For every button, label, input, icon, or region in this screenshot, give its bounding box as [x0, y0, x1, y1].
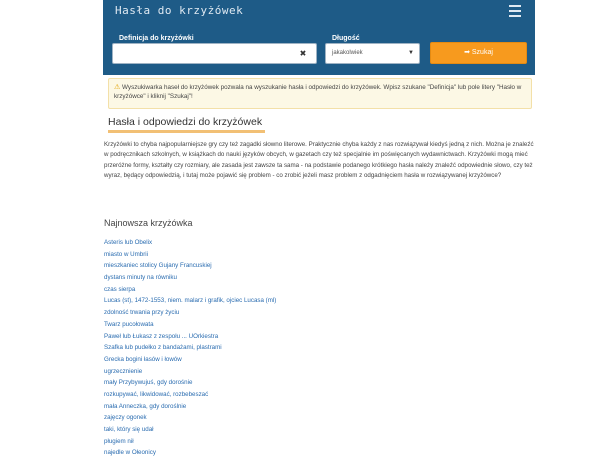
crossword-clue-link[interactable]: rozkupywać, likwidować, rozbebeszać — [104, 390, 209, 398]
crossword-clue-link[interactable]: mała Anneczka, gdy doroślnie — [104, 402, 187, 410]
list-item — [104, 377, 276, 389]
clear-input-icon[interactable]: ✖ — [299, 49, 307, 58]
list-item — [104, 237, 276, 249]
length-label: Długość — [332, 35, 360, 42]
definition-input[interactable] — [112, 43, 317, 64]
list-item — [104, 284, 276, 296]
list-item — [104, 307, 276, 319]
search-button[interactable]: ➡ Szukaj — [430, 42, 527, 64]
crossword-clue-link[interactable]: pługiem nił — [104, 437, 134, 445]
crossword-clue-link[interactable]: zajęczy ogonek — [104, 414, 147, 422]
crossword-clue-link[interactable]: taki, który się udał — [104, 426, 154, 433]
intro-paragraph: Krzyżówki to chyba najpopularniejsze gry czy też zagadki słowno literowe. Praktycznie chyba każdy z nas rozwiązywał kiedyś jedną z nich. Można je znaleźć w podręcznikach szkolnych, w książkach do nauki języków obcych, w gazetach czy też specjalnie im poświęcanych wydawnictwach. Krzyżówki mogą mieć przeróżne formy, kształty czy rozmiary, ale zasada jest zawsze ta sama - na podstawie podanego krótkiego hasła należy znaleźć odpowiednie słowo, czy też wyraz, będący odpowiedzią, i tutaj może pojawić się problem - co zrobić jeżeli masz problem z odgadnięciem hasła w rozwiązywanej krzyżówce? — [104, 141, 534, 179]
list-item — [104, 447, 276, 459]
header — [103, 0, 535, 75]
hamburger-menu-icon[interactable] — [509, 5, 521, 17]
notice-text: Wyszukiwarka haseł do krzyżówek pozwala na wyszukanie hasła i odpowiedzi do krzyżówek. Wpisz szukane "Definicja" lub pole litery "Hasło w krzyżówce" i kliknij "Szukaj"! — [114, 84, 522, 100]
list-item — [104, 331, 276, 343]
length-select-value: jakakolwiek — [332, 50, 363, 56]
list-item — [104, 354, 276, 366]
list-item — [104, 249, 276, 261]
crossword-clue-link[interactable]: Lucas (st), 1472-1553, niem. malarz i grafik, ojciec Lucasa (ml) — [104, 297, 277, 305]
list-item — [104, 272, 276, 284]
crossword-clue-link[interactable]: ugrzecznienie — [104, 367, 143, 375]
site-title[interactable]: Hasła do krzyżówek — [115, 4, 244, 17]
warning-icon: ⚠ — [114, 84, 121, 91]
crossword-clue-link[interactable]: dystans minuty na równiku — [104, 274, 177, 282]
list-item — [104, 319, 276, 331]
crossword-clue-link[interactable]: Twarz pucołowata — [104, 320, 154, 328]
page — [103, 0, 535, 457]
length-select[interactable] — [325, 43, 420, 64]
crossword-clue-link[interactable]: najedle w Ołeonicy — [104, 449, 156, 457]
crossword-clue-link[interactable]: mieszkaniec stolicy Gujany Francuskiej — [104, 262, 212, 270]
list-item — [104, 436, 276, 448]
latest-crossword-list — [104, 237, 276, 459]
crossword-clue-link[interactable]: zdolność trwania przy życiu — [104, 309, 180, 317]
latest-crossword-heading: Najnowsza krzyżówka — [104, 218, 193, 228]
list-item — [104, 295, 276, 307]
list-item — [104, 389, 276, 401]
list-item — [104, 342, 276, 354]
crossword-clue-link[interactable]: mały Przybywujuś, gdy dorośnie — [104, 379, 193, 387]
list-item — [104, 412, 276, 424]
crossword-clue-link[interactable]: Paweł lub Łukasz z zespołu ... UOrkiestra — [104, 332, 219, 340]
list-item — [104, 366, 276, 378]
notice-box — [108, 78, 532, 109]
crossword-clue-link[interactable]: Asteris lub Obelix — [104, 239, 153, 246]
list-item — [104, 401, 276, 413]
crossword-clue-link[interactable]: Grecka bogini łasów i łowów — [104, 355, 182, 363]
definition-label: Definicja do krzyżówki — [119, 35, 194, 42]
list-item — [104, 424, 276, 436]
page-title: Hasła i odpowiedzi do krzyżówek — [108, 116, 265, 133]
crossword-clue-link[interactable]: miasto w Umbrii — [104, 250, 149, 258]
list-item — [104, 260, 276, 272]
crossword-clue-link[interactable]: czas sierpa — [104, 285, 136, 293]
chevron-down-icon: ▼ — [408, 50, 414, 56]
crossword-clue-link[interactable]: Szafka lub pudełko z bandażami, plastrami — [104, 344, 222, 352]
